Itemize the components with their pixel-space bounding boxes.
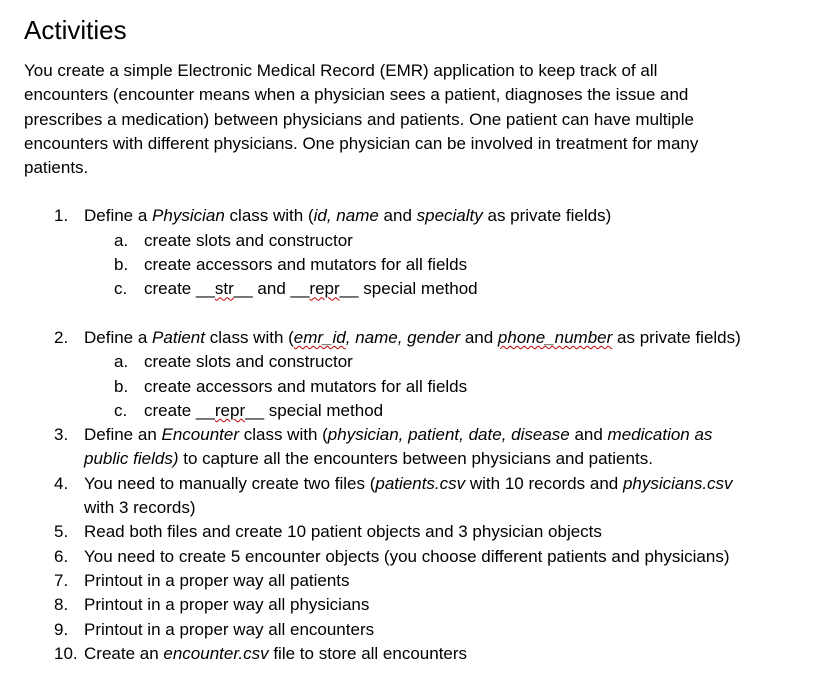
spellcheck-word: repr <box>309 279 340 299</box>
list-item-4 <box>24 472 814 496</box>
item-text <box>84 423 712 447</box>
text-run: class with ( <box>239 425 328 445</box>
sub-item-text <box>144 399 383 423</box>
item-number: 7. <box>54 570 69 590</box>
spellcheck-word: emr_id <box>293 327 346 347</box>
text-run: class with ( <box>224 206 314 226</box>
text-run-italic: public fields) <box>84 449 179 469</box>
item-number: 2. <box>54 327 69 347</box>
item-text <box>84 472 733 496</box>
text-run: and <box>460 327 498 347</box>
sub-item-letter: b. <box>114 255 129 275</box>
text-run: You need to manually create two files ( <box>84 473 376 493</box>
intro-line: prescribes a medication) between physicians and patients. One patient can have multiple <box>24 109 694 129</box>
sub-item <box>24 277 814 301</box>
item-number: 6. <box>54 546 69 566</box>
list-item-4-continued <box>24 496 814 520</box>
text-run-italic: Encounter <box>161 425 239 445</box>
list-item-3 <box>24 423 814 447</box>
intro-line: patients. <box>24 158 89 178</box>
text-run: and <box>569 425 608 445</box>
item-text: Printout in a proper way all physicians <box>84 595 370 615</box>
text-run-italic: physicians.csv <box>622 473 733 493</box>
text-run-italic: Physician <box>152 206 225 226</box>
item-number: 9. <box>54 619 69 639</box>
document-page <box>24 12 814 666</box>
list-item-5 <box>24 520 814 544</box>
sub-item-letter: c. <box>114 400 128 420</box>
sub-item <box>24 399 814 423</box>
item-number: 3. <box>54 425 69 445</box>
text-run-italic: Patient <box>152 327 205 347</box>
text-run: as private fields) <box>482 206 612 226</box>
list-item-7 <box>24 569 814 593</box>
text-run: with 10 records and <box>465 473 623 493</box>
item-number: 4. <box>54 473 69 493</box>
item-text <box>84 642 467 666</box>
text-run: __ special method <box>245 400 384 420</box>
list-item-9 <box>24 618 814 642</box>
sub-item <box>24 253 814 277</box>
text-run: __ and __ <box>233 279 310 299</box>
text-run: Define an <box>84 425 162 445</box>
sub-item-text: create accessors and mutators for all fields <box>144 255 468 275</box>
intro-line: encounters with different physicians. One physician can be involved in treatment for many <box>24 133 699 153</box>
text-run: Define a <box>84 327 153 347</box>
sub-item-letter: c. <box>114 279 128 299</box>
item-number: 8. <box>54 595 69 615</box>
item-text: Printout in a proper way all encounters <box>84 619 375 639</box>
page-title: Activities <box>24 15 127 45</box>
text-run-italic: id, name <box>313 206 379 226</box>
item-text: Read both files and create 10 patient objects and 3 physician objects <box>84 522 602 542</box>
text-run: __ special method <box>339 279 478 299</box>
list-item-6 <box>24 545 814 569</box>
text-run: and <box>378 206 417 226</box>
item-number: 10. <box>54 643 78 663</box>
text-run: to capture all the encounters between physicians and patients. <box>178 449 653 469</box>
text-run: create __ <box>144 400 215 420</box>
list-item-8 <box>24 593 814 617</box>
text-run-italic: physician, patient, date, disease <box>327 425 570 445</box>
item-number: 5. <box>54 522 69 542</box>
sub-item-text: create accessors and mutators for all fields <box>144 376 468 396</box>
text-run-italic: , name, gender <box>345 327 461 347</box>
text-run-italic: encounter.csv <box>163 643 269 663</box>
intro-line: encounters (encounter means when a physician sees a patient, diagnoses the issue and <box>24 85 689 105</box>
sub-item <box>24 350 814 374</box>
text-run-italic: medication as <box>607 425 713 445</box>
text-run: Define a <box>84 206 153 226</box>
sub-item-text: create slots and constructor <box>144 230 353 250</box>
spellcheck-word: repr <box>214 400 246 420</box>
item-text <box>84 204 611 228</box>
sub-item <box>24 229 814 253</box>
text-run: file to store all encounters <box>268 643 468 663</box>
sub-item-letter: a. <box>114 352 129 372</box>
item-text <box>84 326 741 350</box>
intro-line: You create a simple Electronic Medical Record (EMR) application to keep track of all <box>24 61 658 80</box>
item-text <box>84 447 653 471</box>
item-number: 1. <box>54 206 69 226</box>
item-text: with 3 records) <box>84 498 196 518</box>
sub-item-text <box>144 277 478 301</box>
list-item-1 <box>24 204 814 228</box>
item-text: Printout in a proper way all patients <box>84 570 350 590</box>
intro-paragraph <box>24 59 814 180</box>
text-run: as private fields) <box>612 327 741 347</box>
sub-item <box>24 375 814 399</box>
spellcheck-word: phone_number <box>497 327 613 347</box>
list-item-2 <box>24 326 814 350</box>
text-run: create __ <box>144 279 215 299</box>
text-run-italic: patients.csv <box>375 473 466 493</box>
text-run-italic: specialty <box>416 206 483 226</box>
list-item-3-continued <box>24 447 814 471</box>
text-run: class with ( <box>204 327 294 347</box>
spacer <box>24 302 814 326</box>
list-item-10 <box>24 642 814 666</box>
sub-item-letter: b. <box>114 376 129 396</box>
sub-item-text: create slots and constructor <box>144 352 353 372</box>
activity-list <box>24 204 814 666</box>
sub-item-letter: a. <box>114 230 129 250</box>
text-run: Create an <box>84 643 164 663</box>
spellcheck-word: str <box>214 279 234 299</box>
item-text: You need to create 5 encounter objects (you choose different patients and physicians) <box>84 546 730 566</box>
